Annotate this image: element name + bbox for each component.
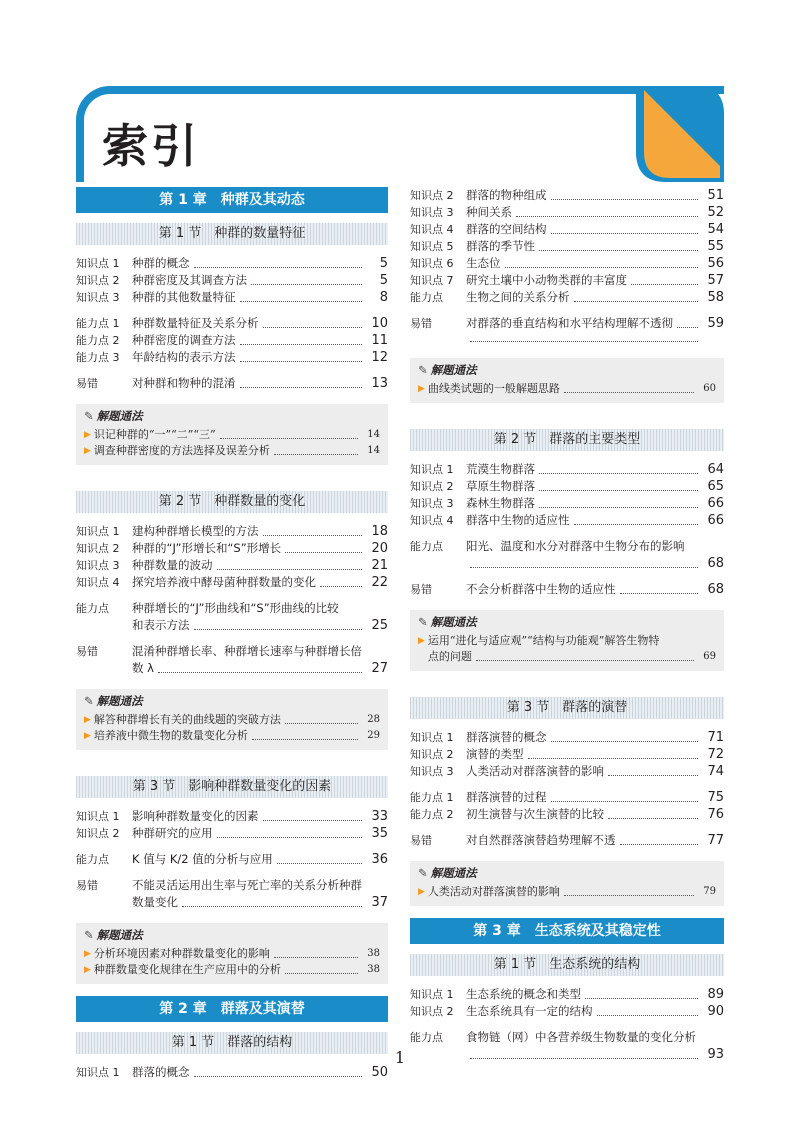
pen-icon: ✎: [84, 409, 94, 423]
arrow-icon: ▶: [84, 949, 91, 959]
arrow-icon: ▶: [84, 731, 91, 741]
tips-box: [76, 689, 388, 750]
section-heading: 第 1 节 群落的结构: [76, 1032, 388, 1054]
arrow-icon: ▶: [84, 430, 91, 440]
index-entry[interactable]: 知识点 3 种间关系 52: [410, 205, 724, 220]
index-entry[interactable]: 知识点 3 人类活动对群落演替的影响 74: [410, 764, 724, 779]
index-entry[interactable]: 能力点 阳光、温度和水分对群落中生物分布的影响 68: [410, 539, 724, 571]
tip-entry[interactable]: ▶ 识记种群的“一”“二”“三” 14: [84, 428, 380, 441]
index-entry[interactable]: 能力点 种群增长的“J”形曲线和“S”形曲线的比较 和表示方法 25: [76, 601, 388, 633]
index-entry[interactable]: 知识点 2 种群密度及其调查方法 5: [76, 273, 388, 288]
index-entry[interactable]: 易错 对群落的垂直结构和水平结构理解不透彻 59: [410, 316, 724, 331]
chapter-2-heading: 第 2 章 群落及其演替: [76, 996, 388, 1022]
tips-box: [76, 404, 388, 465]
index-entry[interactable]: 知识点 7 研究土壤中小动物类群的丰富度 57: [410, 273, 724, 288]
index-entry[interactable]: [410, 341, 724, 346]
tips-box: [76, 923, 388, 984]
section-heading: 第 3 节 影响种群数量变化的因素: [76, 776, 388, 798]
arrow-icon: ▶: [418, 887, 425, 897]
section-heading: 第 3 节 群落的演替: [410, 697, 724, 719]
index-entry[interactable]: 知识点 3 种群的其他数量特征 8: [76, 290, 388, 305]
index-entry[interactable]: 知识点 1 群落演替的概念 71: [410, 730, 724, 745]
tips-label: 解题通法: [96, 928, 143, 942]
index-entry[interactable]: 知识点 6 生态位 56: [410, 256, 724, 271]
arrow-icon: ▶: [84, 715, 91, 725]
index-entry[interactable]: 易错 对自然群落演替趋势理解不透 77: [410, 833, 724, 848]
tips-box: [410, 610, 724, 671]
index-entry[interactable]: 知识点 5 群落的季节性 55: [410, 239, 724, 254]
index-entry[interactable]: 能力点 生物之间的关系分析 58: [410, 290, 724, 305]
arrow-icon: ▶: [84, 965, 91, 975]
index-entry[interactable]: 知识点 2 种群的“J”形增长和“S”形增长 20: [76, 541, 388, 556]
chapter-3-heading: 第 3 章 生态系统及其稳定性: [410, 918, 724, 944]
tip-entry[interactable]: ▶ 种群数量变化规律在生产应用中的分析 38: [84, 963, 380, 976]
index-entry[interactable]: 知识点 2 群落的物种组成 51: [410, 188, 724, 203]
left-column: [76, 187, 388, 1081]
arrow-icon: ▶: [418, 636, 425, 646]
right-column: [410, 187, 724, 1063]
index-entry[interactable]: 知识点 4 群落的空间结构 54: [410, 222, 724, 237]
chapter-1-heading: 第 1 章 种群及其动态: [76, 187, 388, 213]
pen-icon: ✎: [418, 363, 428, 377]
index-entry[interactable]: 能力点 1 群落演替的过程 75: [410, 790, 724, 805]
section-heading: 第 2 节 种群数量的变化: [76, 491, 388, 513]
tips-label: 解题通法: [96, 409, 143, 423]
tip-entry[interactable]: ▶ 曲线类试题的一般解题思路 60: [418, 382, 716, 395]
tips-box: [410, 358, 724, 403]
index-entry[interactable]: 知识点 1 生态系统的概念和类型 89: [410, 987, 724, 1002]
section-heading: 第 2 节 群落的主要类型: [410, 429, 724, 451]
index-entry[interactable]: 易错 不能灵活运用出生率与死亡率的关系分析种群 数量变化 37: [76, 878, 388, 910]
index-entry[interactable]: 能力点 1 种群数量特征及关系分析 10: [76, 316, 388, 331]
index-entry[interactable]: 知识点 1 群落的概念 50: [76, 1065, 388, 1080]
section-heading: 第 1 节 种群的数量特征: [76, 223, 388, 245]
tip-entry[interactable]: ▶ 运用“进化与适应观”“结构与功能观”解答生物特 点的问题 69: [418, 634, 716, 663]
index-entry[interactable]: 知识点 1 荒漠生物群落 64: [410, 462, 724, 477]
index-entry[interactable]: 能力点 3 年龄结构的表示方法 12: [76, 350, 388, 365]
tips-label: 解题通法: [430, 615, 477, 629]
tips-label: 解题通法: [430, 866, 477, 880]
tips-label: 解题通法: [96, 694, 143, 708]
tip-entry[interactable]: ▶ 调查种群密度的方法选择及误差分析 14: [84, 444, 380, 457]
index-entry[interactable]: 知识点 3 种群数量的波动 21: [76, 558, 388, 573]
pen-icon: ✎: [418, 866, 428, 880]
pen-icon: ✎: [84, 928, 94, 942]
section-heading: 第 1 节 生态系统的结构: [410, 954, 724, 976]
pen-icon: ✎: [418, 615, 428, 629]
tip-entry[interactable]: ▶ 解答种群增长有关的曲线题的突破方法 28: [84, 713, 380, 726]
index-entry[interactable]: 能力点 2 初生演替与次生演替的比较 76: [410, 807, 724, 822]
index-entry[interactable]: 知识点 4 群落中生物的适应性 66: [410, 513, 724, 528]
page-title: 索引: [102, 119, 200, 173]
tips-box: [410, 861, 724, 906]
index-entry[interactable]: 知识点 1 影响种群数量变化的因素 33: [76, 809, 388, 824]
index-entry[interactable]: 易错 混淆种群增长率、种群增长速率与种群增长倍 数 λ 27: [76, 644, 388, 676]
index-entry[interactable]: 知识点 2 种群研究的应用 35: [76, 826, 388, 841]
corner-decoration: [636, 86, 724, 182]
index-entry[interactable]: 知识点 2 草原生物群落 65: [410, 479, 724, 494]
index-entry[interactable]: 能力点 2 种群密度的调查方法 11: [76, 333, 388, 348]
index-entry[interactable]: 知识点 1 建构种群增长模型的方法 18: [76, 524, 388, 539]
arrow-icon: ▶: [84, 446, 91, 456]
tips-label: 解题通法: [430, 363, 477, 377]
pen-icon: ✎: [84, 694, 94, 708]
index-entry[interactable]: 知识点 4 探究培养液中酵母菌种群数量的变化 22: [76, 575, 388, 590]
arrow-icon: ▶: [418, 384, 425, 394]
index-entry[interactable]: 易错 不会分析群落中生物的适应性 68: [410, 582, 724, 597]
index-entry[interactable]: 知识点 3 森林生物群落 66: [410, 496, 724, 511]
tip-entry[interactable]: ▶ 培养液中微生物的数量变化分析 29: [84, 729, 380, 742]
index-entry[interactable]: 易错 对种群和物种的混淆 13: [76, 376, 388, 391]
tip-entry[interactable]: ▶ 分析环境因素对种群数量变化的影响 38: [84, 947, 380, 960]
page-number: 1: [394, 1048, 406, 1067]
index-entry[interactable]: 能力点 食物链（网）中各营养级生物数量的变化分析 93: [410, 1030, 724, 1062]
tip-entry[interactable]: ▶ 人类活动对群落演替的影响 79: [418, 885, 716, 898]
index-entry[interactable]: 知识点 1 种群的概念 5: [76, 256, 388, 271]
index-entry[interactable]: 知识点 2 演替的类型 72: [410, 747, 724, 762]
index-entry[interactable]: 能力点 K 值与 K/2 值的分析与应用 36: [76, 852, 388, 867]
index-entry[interactable]: 知识点 2 生态系统具有一定的结构 90: [410, 1004, 724, 1019]
